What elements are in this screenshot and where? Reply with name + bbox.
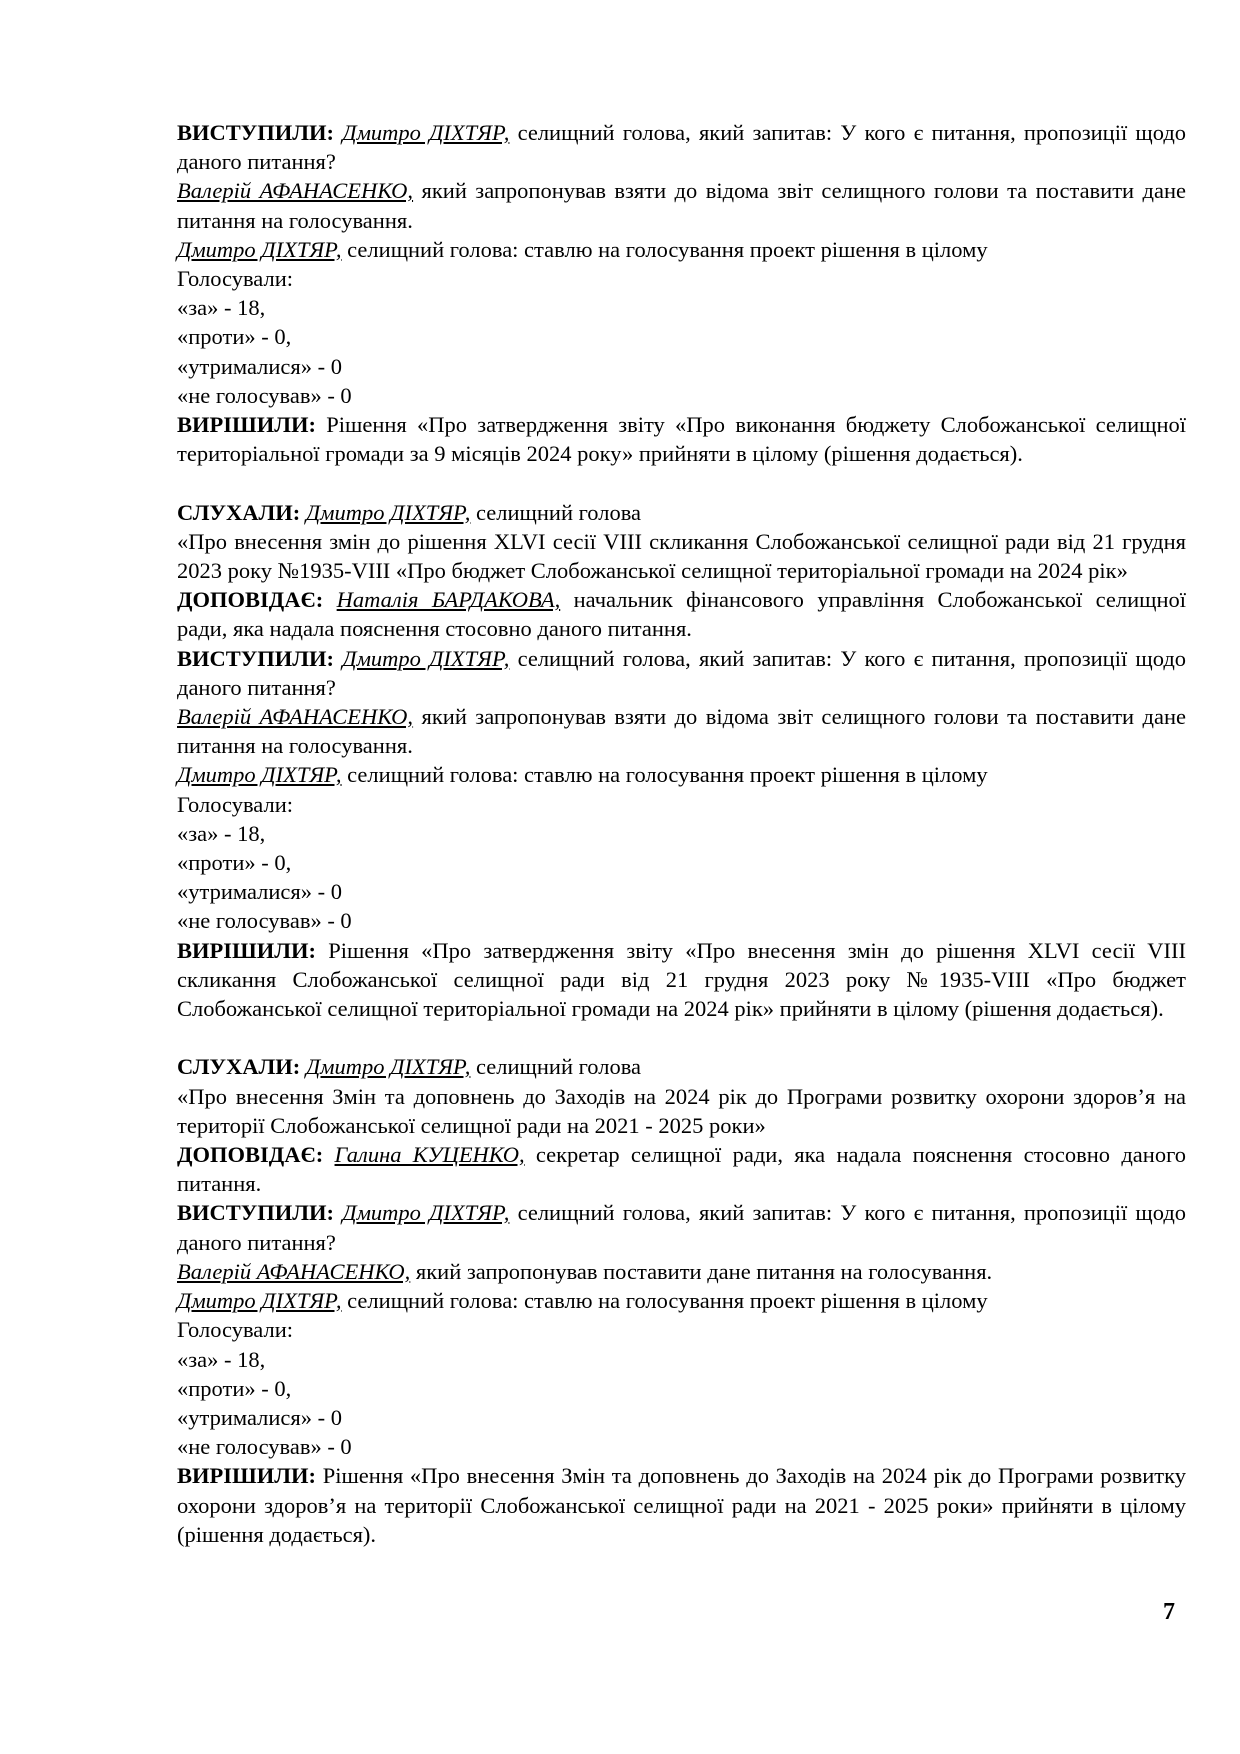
agenda-topic: «Про внесення змін до рішення XLVI сесії VIII скликання Слобожанської селищної ради від 21 грудня 2023 року №1935-VIII «Про бюджет Слобожанської селищної територіальної громади на 2024 рік» (177, 528, 1186, 584)
vote-call-paragraph (177, 1286, 1186, 1315)
heard-label: СЛУХАЛИ: (177, 499, 301, 525)
agenda-topic: «Про внесення Змін та доповнень до Заходів на 2024 рік до Програми розвитку охорони здоров’я на території Слобожанської селищної ради на 2021 - 2025 роки» (177, 1083, 1186, 1138)
report-label: ДОПОВІДАЄ: (177, 1142, 324, 1168)
vote-call-paragraph (177, 235, 1186, 264)
speaker-name: Галина КУЦЕНКО, (334, 1142, 525, 1168)
heard-text: селищний голова (470, 499, 642, 525)
votes-abstained: «утрималися» - 0 (177, 879, 343, 905)
discussion-paragraph (177, 118, 1186, 176)
votes-against: «проти» - 0, (177, 1375, 292, 1401)
discussion-text: селищний голова, який запитав: У кого є питання, пропозиції щодо даного питання? (177, 645, 1187, 700)
vote-call-paragraph (177, 760, 1186, 789)
proposal-text: який запропонував взяти до відома звіт селищного голови та поставити дане питання на голосування. (177, 178, 1186, 233)
votes-abstained: «утрималися» - 0 (177, 353, 343, 379)
section-spacer (177, 1023, 1186, 1052)
decision-label: ВИРІШИЛИ: (177, 412, 316, 438)
speaker-name: Дмитро ДІХТЯР, (177, 762, 342, 788)
heard-text: селищний голова (470, 1054, 642, 1080)
section-spacer (177, 468, 1186, 497)
proposal-text: який запропонував взяти до відома звіт селищного голови та поставити дане питання на голосування. (177, 704, 1186, 759)
report-text: секретар селищної ради, яка надала пояснення стосовно даного питання. (177, 1142, 1186, 1197)
heard-label: СЛУХАЛИ: (177, 1054, 301, 1080)
discussion-text: селищний голова, який запитав: У кого є питання, пропозиції щодо даного питання? (177, 1200, 1187, 1255)
votes-not-voted: «не голосував» - 0 (177, 908, 352, 934)
heard-paragraph (177, 498, 1186, 527)
discussion-text: селищний голова, який запитав: У кого є питання, пропозиції щодо даного питання? (177, 120, 1187, 175)
speaker-name: Дмитро ДІХТЯР, (342, 1200, 510, 1226)
proposal-paragraph (177, 176, 1186, 234)
speaker-name: Валерій АФАНАСЕНКО, (177, 1258, 411, 1284)
vote-call-text: селищний голова: ставлю на голосування проект рішення в цілому (341, 1288, 988, 1314)
vote-call-text: селищний голова: ставлю на голосування проект рішення в цілому (341, 236, 988, 262)
votes-heading: Голосували: (177, 266, 293, 292)
votes-for: «за» - 18, (177, 295, 266, 321)
discussion-label: ВИСТУПИЛИ: (177, 1200, 335, 1226)
proposal-paragraph (177, 1257, 1186, 1286)
document-page (177, 118, 1186, 1549)
decision-label: ВИРІШИЛИ: (177, 937, 316, 963)
votes-not-voted: «не голосував» - 0 (177, 382, 352, 408)
votes-not-voted: «не голосував» - 0 (177, 1434, 352, 1460)
proposal-paragraph (177, 702, 1186, 760)
votes-abstained: «утрималися» - 0 (177, 1404, 343, 1430)
agenda-item-2 (177, 498, 1186, 1024)
speaker-name: Наталія БАРДАКОВА, (336, 587, 561, 613)
speaker-name: Дмитро ДІХТЯР, (342, 645, 510, 671)
votes-heading: Голосували: (177, 791, 293, 817)
heard-paragraph (177, 1052, 1186, 1081)
report-paragraph (177, 1140, 1186, 1198)
votes-for: «за» - 18, (177, 1346, 266, 1372)
speaker-name: Дмитро ДІХТЯР, (305, 1054, 471, 1080)
votes-heading: Голосували: (177, 1317, 293, 1343)
speaker-name: Дмитро ДІХТЯР, (342, 120, 510, 145)
decision-paragraph (177, 1461, 1186, 1549)
decision-text: Рішення «Про затвердження звіту «Про виконання бюджету Слобожанської селищної територіальної громади за 9 місяців 2024 року» прийняти в цілому (рішення додається). (177, 412, 1186, 467)
report-paragraph (177, 585, 1186, 643)
discussion-label: ВИСТУПИЛИ: (177, 645, 335, 671)
discussion-paragraph (177, 644, 1186, 702)
agenda-item-3 (177, 1052, 1186, 1548)
votes-for: «за» - 18, (177, 820, 266, 846)
page-number: 7 (1163, 1599, 1175, 1625)
decision-text: Рішення «Про затвердження звіту «Про внесення змін до рішення XLVI сесії VIII скликання Слобожанської селищної ради від 21 грудня 2023 року №1935-VIII «Про бюджет Слобожанської селищної територіальної громади на 2024 рік» прийняти в цілому (рішення додається). (177, 937, 1186, 1022)
discussion-paragraph (177, 1198, 1186, 1256)
report-text: начальник фінансового управління Слобожанської селищної ради, яка надала пояснення стосовно даного питання. (177, 587, 1187, 642)
speaker-name: Валерій АФАНАСЕНКО, (177, 178, 414, 204)
speaker-name: Валерій АФАНАСЕНКО, (177, 704, 414, 730)
vote-call-text: селищний голова: ставлю на голосування проект рішення в цілому (341, 762, 988, 788)
agenda-item-1 (177, 118, 1186, 468)
speaker-name: Дмитро ДІХТЯР, (305, 499, 471, 525)
proposal-text: який запропонував поставити дане питання на голосування. (410, 1258, 993, 1284)
votes-against: «проти» - 0, (177, 850, 292, 876)
report-label: ДОПОВІДАЄ: (177, 587, 324, 613)
decision-paragraph (177, 410, 1186, 468)
speaker-name: Дмитро ДІХТЯР, (177, 236, 342, 262)
decision-text: Рішення «Про внесення Змін та доповнень до Заходів на 2024 рік до Програми розвитку охорони здоров’я на території Слобожанської селищної ради на 2021 - 2025 роки» прийняти в цілому (рішення додається). (177, 1463, 1186, 1547)
discussion-label: ВИСТУПИЛИ: (177, 120, 335, 145)
decision-label: ВИРІШИЛИ: (177, 1463, 316, 1489)
votes-against: «проти» - 0, (177, 324, 292, 350)
speaker-name: Дмитро ДІХТЯР, (177, 1288, 342, 1314)
decision-paragraph (177, 936, 1186, 1024)
